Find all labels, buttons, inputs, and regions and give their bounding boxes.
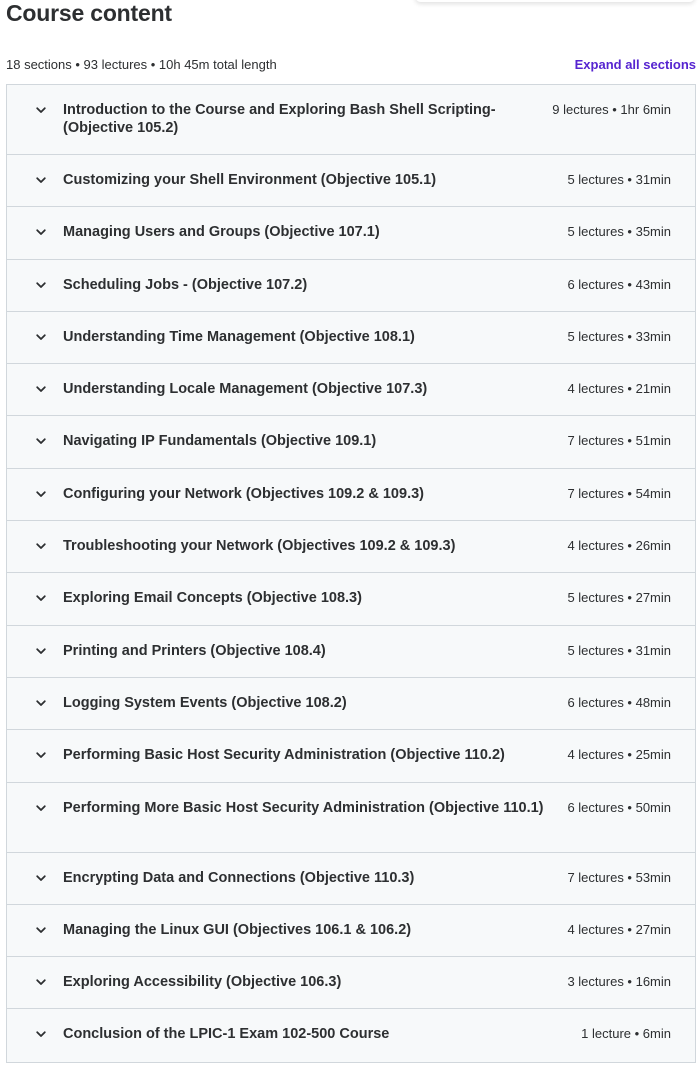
section-row[interactable] <box>7 207 695 259</box>
section-row[interactable] <box>7 521 695 573</box>
chevron-down-icon[interactable] <box>7 329 63 345</box>
section-meta: 1 lecture • 6min <box>581 1026 671 1042</box>
section-title: Managing Users and Groups (Objective 107.1) <box>63 224 380 241</box>
section-meta: 5 lectures • 35min <box>567 224 671 240</box>
section-title: Exploring Accessibility (Objective 106.3) <box>63 974 342 991</box>
section-row[interactable] <box>7 626 695 678</box>
section-title: Customizing your Shell Environment (Objective 105.1) <box>63 172 437 188</box>
chevron-down-icon[interactable] <box>7 922 63 938</box>
section-row[interactable] <box>7 260 695 312</box>
section-meta: 5 lectures • 27min <box>567 590 671 606</box>
chevron-down-icon[interactable] <box>7 538 63 554</box>
section-row[interactable] <box>7 312 695 364</box>
section-meta: 7 lectures • 53min <box>567 869 671 885</box>
section-row[interactable] <box>7 905 695 957</box>
section-title: Troubleshooting your Network (Objectives 109.2 & 109.3) <box>63 538 456 555</box>
section-title: Performing More Basic Host Security Administration (Objective 110.1) <box>63 799 544 816</box>
course-summary-row <box>6 55 696 73</box>
section-meta: 4 lectures • 21min <box>567 381 671 397</box>
section-row[interactable] <box>7 155 695 207</box>
section-meta: 9 lectures • 1hr 6min <box>552 102 671 117</box>
section-meta: 4 lectures • 27min <box>567 921 671 937</box>
page-title: Course content <box>6 0 172 26</box>
section-meta: 5 lectures • 33min <box>567 328 671 344</box>
section-title: Navigating IP Fundamentals (Objective 109.1) <box>63 433 377 450</box>
section-row[interactable] <box>7 678 695 730</box>
chevron-down-icon[interactable] <box>7 172 63 188</box>
section-meta: 6 lectures • 50min <box>567 799 671 815</box>
section-title: Managing the Linux GUI (Objectives 106.1 & 106.2) <box>63 921 412 938</box>
chevron-down-icon[interactable] <box>7 695 63 711</box>
section-row[interactable] <box>7 85 695 155</box>
section-meta: 5 lectures • 31min <box>567 642 671 658</box>
chevron-down-icon[interactable] <box>7 870 63 886</box>
expand-all-sections-button[interactable]: Expand all sections <box>574 56 696 72</box>
chevron-down-icon[interactable] <box>7 800 63 816</box>
section-title: Exploring Email Concepts (Objective 108.3) <box>63 590 362 607</box>
section-title: Scheduling Jobs - (Objective 107.2) <box>63 276 308 293</box>
chevron-down-icon[interactable] <box>7 747 63 763</box>
chevron-down-icon[interactable] <box>7 1026 63 1042</box>
course-summary: 18 sections • 93 lectures • 10h 45m total length <box>6 56 277 72</box>
section-meta: 4 lectures • 25min <box>567 747 671 763</box>
chevron-down-icon[interactable] <box>7 277 63 293</box>
sticky-header-shadow <box>415 0 695 2</box>
section-row[interactable] <box>7 730 695 782</box>
section-row[interactable] <box>7 853 695 905</box>
section-meta: 5 lectures • 31min <box>567 172 671 187</box>
chevron-down-icon[interactable] <box>7 381 63 397</box>
section-meta: 6 lectures • 48min <box>567 694 671 710</box>
chevron-down-icon[interactable] <box>7 590 63 606</box>
section-meta: 4 lectures • 26min <box>567 538 671 554</box>
section-title: Encrypting Data and Connections (Objective 110.3) <box>63 869 415 886</box>
section-row[interactable] <box>7 957 695 1009</box>
section-title: Configuring your Network (Objectives 109.2 & 109.3) <box>63 485 424 502</box>
chevron-down-icon[interactable] <box>7 224 63 240</box>
chevron-down-icon[interactable] <box>7 102 63 118</box>
section-title: Conclusion of the LPIC-1 Exam 102-500 Course <box>63 1026 390 1043</box>
section-title: Printing and Printers (Objective 108.4) <box>63 642 326 659</box>
section-meta: 6 lectures • 43min <box>567 276 671 292</box>
section-row[interactable] <box>7 416 695 468</box>
section-title: Introduction to the Course and Exploring Bash Shell Scripting- (Objective 105.2) <box>63 102 496 136</box>
chevron-down-icon[interactable] <box>7 486 63 502</box>
section-row[interactable] <box>7 1009 695 1061</box>
section-title: Understanding Locale Management (Objective 107.3) <box>63 381 428 398</box>
section-row[interactable] <box>7 364 695 416</box>
chevron-down-icon[interactable] <box>7 974 63 990</box>
section-meta: 3 lectures • 16min <box>567 974 671 990</box>
section-row[interactable] <box>7 573 695 625</box>
section-meta: 7 lectures • 54min <box>567 485 671 501</box>
section-meta: 7 lectures • 51min <box>567 433 671 449</box>
chevron-down-icon[interactable] <box>7 433 63 449</box>
section-title: Understanding Time Management (Objective 108.1) <box>63 328 415 345</box>
section-title: Performing Basic Host Security Administration (Objective 110.2) <box>63 747 505 764</box>
section-row[interactable] <box>7 783 695 853</box>
chevron-down-icon[interactable] <box>7 643 63 659</box>
sections-list <box>6 84 696 1063</box>
section-row[interactable] <box>7 469 695 521</box>
section-title: Logging System Events (Objective 108.2) <box>63 694 347 711</box>
